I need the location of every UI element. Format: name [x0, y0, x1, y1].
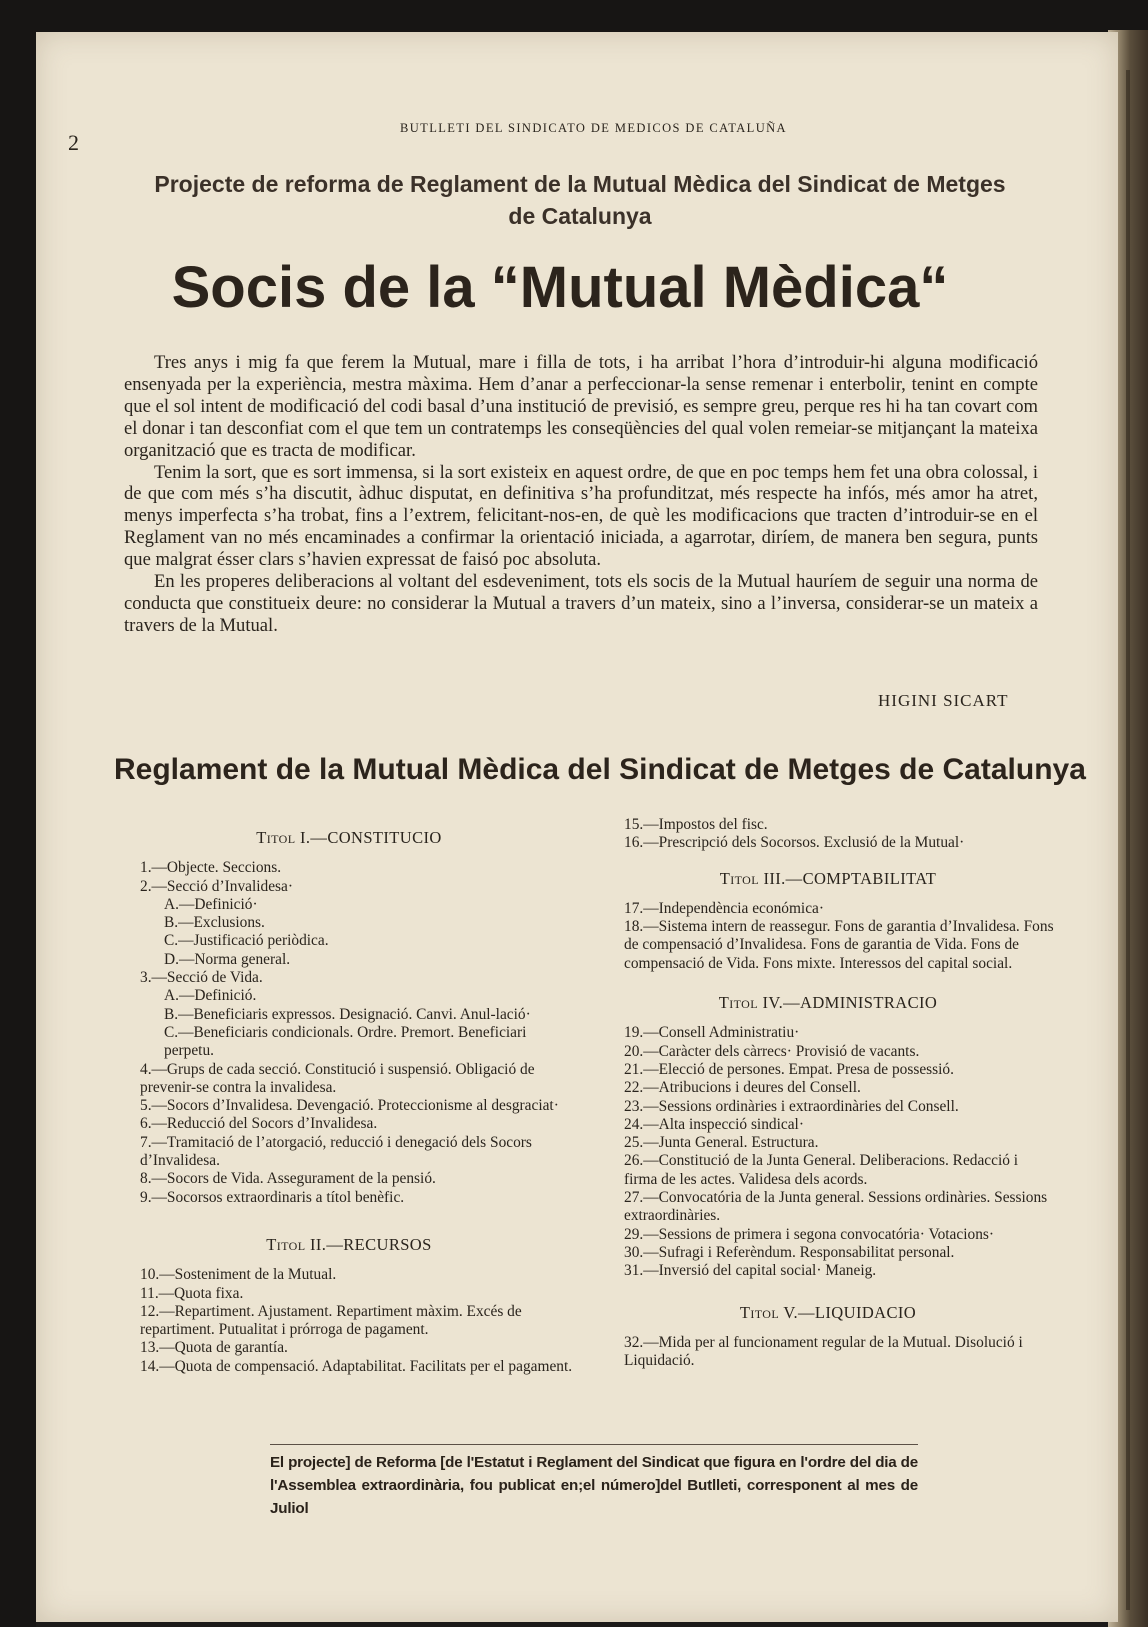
list-item: 16.—Prescripció dels Socorsos. Exclusió de la Mutual· [624, 834, 965, 852]
article-title: Socis de la “Mutual Mèdica“ [171, 255, 949, 320]
binding-shadow [1126, 70, 1130, 1610]
list-item: 14.—Quota de compensació. Adaptabilitat. Facilitats per el pagament. [140, 1357, 573, 1375]
list-item: 24.—Alta inspecció sindical· [624, 1115, 804, 1133]
list-item: B.—Beneficiaris expressos. Designació. Canvi. Anul-lació· [164, 1005, 531, 1023]
list-item: A.—Definició· [164, 895, 258, 913]
chapter-item-list [602, 1024, 1054, 1280]
list-item: 10.—Sosteniment de la Mutual. [140, 1266, 337, 1284]
list-item: 2.—Secció d’Invalidesa· [140, 877, 293, 895]
list-item: 9.—Socorsos extraordinaris a títol benèfic. [140, 1188, 405, 1206]
list-item: 27.—Convocatória de la Junta general. Sessions ordinàries. Sessions extraordinàries. [624, 1189, 1048, 1225]
chapter-heading: Titol III.—COMPTABILITAT [719, 868, 937, 888]
list-item: 11.—Quota fixa. [140, 1284, 244, 1302]
scan-background-top [0, 0, 1148, 34]
author-signature: HIGINI SICART [878, 691, 1009, 710]
list-item: 8.—Socors de Vida. Assegurament de la pensió. [140, 1170, 436, 1188]
list-item: 30.—Sufragi i Referèndum. Responsabilitat personal. [624, 1243, 955, 1261]
list-item: 18.—Sistema intern de reassegur. Fons de garantia d’Invalidesa. Fons de compensació d’Invalidesa. Fons de garantia de Vida. Fons de compensació de Vida. Fons mixte. Interessos del capital social. [624, 918, 1054, 972]
list-item: A.—Definició. [164, 987, 257, 1005]
list-item: 6.—Reducció del Socors d’Invalidesa. [140, 1115, 378, 1133]
section-title: Reglament de la Mutual Mèdica del Sindicat de Metges de Catalunya [114, 753, 1086, 786]
list-item: B.—Exclusions. [164, 914, 265, 932]
article-headline: Projecte de reforma de Reglament de la Mutual Mèdica del Sindicat de Metges de Catalunya [154, 171, 1006, 229]
intro-text [124, 352, 1038, 637]
list-item: 21.—Elecció de persones. Empat. Presa de possessió. [624, 1060, 954, 1078]
chapter-item-list [118, 859, 580, 1207]
scan-background-left [0, 0, 36, 1627]
intro-paragraph: En les properes deliberacions al voltant del esdeveniment, tots els socis de la Mutual hauríem de seguir una norma de conducta que constitueix deure: no considerar la Mutual a travers d’un mateix, sino a l’inversa, considerar-se un mateix a travers de la Mutual. [124, 571, 1038, 636]
chapter-heading: Titol V.—LIQUIDACIO [739, 1302, 917, 1322]
footer-divider [270, 1444, 918, 1445]
running-header: BUTLLETI DEL SINDICATO DE MEDICOS DE CATALUÑA [400, 121, 787, 135]
chapter-item-list [118, 1266, 580, 1376]
intro-paragraph: Tres anys i mig fa que ferem la Mutual, mare i filla de tots, i ha arribat l’hora d’introduir-hi alguna modificació ensenyada per la experiència, mestra màxima. Hem d’anar a perfeccionar-la sense remenar i enterbolir, tenint en compte que el sol intent de modificació del codi basal d’una institució de previsió, es sempre greu, perque res hi ha tan covart com el donar i tan desconfiat com el que tem un contratemps les conseqüències del qual volen remeiar-se mitjançant la mateixa organització que es tracta de modificar. [124, 352, 1038, 461]
left-column [118, 822, 580, 1376]
list-item: 23.—Sessions ordinàries i extraordinàries del Consell. [624, 1097, 959, 1115]
list-item: 29.—Sessions de primera i segona convocatória· Votacions· [624, 1225, 995, 1243]
list-item: 5.—Socors d’Invalidesa. Devengació. Proteccionisme al desgraciat· [140, 1097, 559, 1115]
list-item: 1.—Objecte. Seccions. [140, 859, 282, 877]
intro-paragraph: Tenim la sort, que es sort immensa, si la sort existeix en aquest ordre, de que en poc temps hem fet una obra colossal, i de que com més s’ha discutit, àdhuc disputat, en definitiva s’ha profunditzat, més respecte ha infós, més amor ha atret, menys imperfecta s’ha trobat, fins a l’extrem, felicitant-nos-en, de què les modificacions que tracten d’introduir-se en el Reglament van no més encaminades a confirmar la orientació iniciada, a agarrotar, diríem, de manera ben segura, punts que malgrat ésser clars s’havien expressat de faisó poc absoluta. [124, 461, 1038, 571]
right-column [602, 816, 1054, 1370]
list-item: C.—Beneficiaris condicionals. Ordre. Premort. Beneficiari perpetu. [164, 1023, 527, 1060]
list-item: 7.—Tramitació de l’atorgació, reducció i denegació dels Socors d’Invalidesa. [140, 1133, 532, 1170]
list-item: 15.—Impostos del fisc. [624, 816, 768, 833]
list-item: 13.—Quota de garantía. [140, 1339, 288, 1357]
list-item: 4.—Grups de cada secció. Constitució i suspensió. Obligació de prevenir-se contra la invalidesa. [140, 1060, 535, 1096]
list-item: 26.—Constitució de la Junta General. Deliberacions. Redacció i firma de les actes. Validesa dels acords. [624, 1152, 1019, 1188]
chapter-item-list [602, 816, 1054, 853]
chapter-item-list [602, 1334, 1054, 1371]
footer-note: El projecte] de Reforma [de l'Estatut i Reglament del Sindicat que figura en l'ordre del dia de l'Assemblea extraordinària, fou publicat en;el número]del Butlleti, corresponent al mes de Juliol [270, 1454, 918, 1517]
page-number: 2 [68, 130, 79, 155]
list-item: 20.—Caràcter dels càrrecs· Provisió de vacants. [624, 1042, 920, 1060]
list-item: D.—Norma general. [164, 950, 291, 968]
list-item: 32.—Mida per al funcionament regular de la Mutual. Disolució i Liquidació. [624, 1333, 1023, 1370]
list-item: 22.—Atribucions i deures del Consell. [624, 1079, 861, 1097]
chapter-heading: Titol II.—RECURSOS [266, 1234, 432, 1254]
list-item: 17.—Independència económica· [624, 899, 824, 917]
list-item: 31.—Inversió del capital social· Maneig. [624, 1262, 877, 1280]
list-item: 19.—Consell Administratiu· [624, 1024, 800, 1042]
list-item: C.—Justificació periòdica. [164, 932, 329, 950]
chapter-item-list [602, 900, 1054, 973]
list-item: 12.—Repartiment. Ajustament. Repartiment màxim. Excés de repartiment. Putualitat i prórroga de pagament. [140, 1302, 522, 1339]
chapter-heading: Titol I.—CONSTITUCIO [256, 828, 442, 847]
list-item: 3.—Secció de Vida. [140, 969, 263, 987]
chapter-heading: Titol IV.—ADMINISTRACIO [718, 993, 938, 1013]
list-item: 25.—Junta General. Estructura. [624, 1134, 819, 1152]
